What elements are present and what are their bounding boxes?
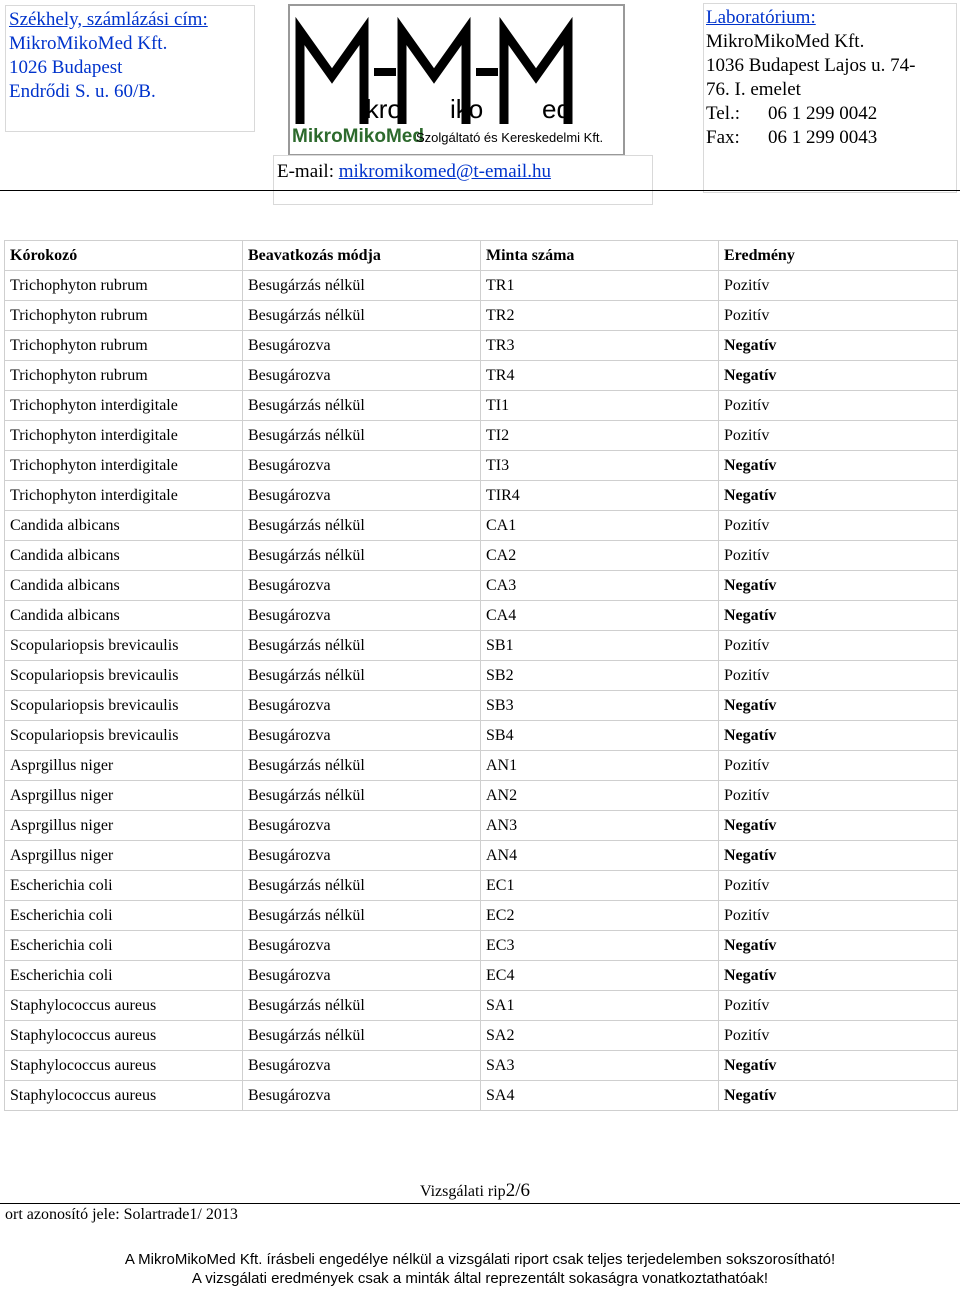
tel-row: [706, 102, 956, 126]
treatment-cell: Besugárzás nélkül: [243, 391, 481, 421]
table-row: [5, 1081, 958, 1111]
address-label: Székhely, számlázási cím:: [9, 9, 208, 30]
fax-label: Fax:: [706, 127, 740, 148]
sample-cell: SA4: [481, 1081, 719, 1111]
treatment-cell: Besugározva: [243, 931, 481, 961]
table-row: [5, 601, 958, 631]
company-address-box: [5, 5, 255, 132]
company-logo: [288, 4, 625, 156]
table-row: [5, 481, 958, 511]
page-number: 2/6: [505, 1180, 530, 1201]
pathogen-cell: Escherichia coli: [5, 901, 243, 931]
sample-cell: SB4: [481, 721, 719, 751]
treatment-cell: Besugározva: [243, 331, 481, 361]
sample-cell: CA4: [481, 601, 719, 631]
result-cell: Negatív: [719, 451, 958, 481]
sample-cell: TI1: [481, 391, 719, 421]
treatment-cell: Besugározva: [243, 691, 481, 721]
treatment-cell: Besugárzás nélkül: [243, 511, 481, 541]
company-name: MikroMikoMed Kft.: [9, 33, 168, 54]
results-table: [4, 240, 958, 1111]
result-cell: Negatív: [719, 721, 958, 751]
table-row: [5, 451, 958, 481]
company-street: Endrődi S. u. 60/B.: [9, 81, 156, 102]
email-link[interactable]: mikromikomed@t-email.hu: [338, 161, 551, 182]
treatment-cell: Besugározva: [243, 601, 481, 631]
column-header-treatment: Beavatkozás módja: [243, 241, 481, 271]
treatment-cell: Besugározva: [243, 571, 481, 601]
treatment-cell: Besugározva: [243, 451, 481, 481]
sample-cell: TI3: [481, 451, 719, 481]
result-cell: Pozitív: [719, 901, 958, 931]
column-header-result: Eredmény: [719, 241, 958, 271]
result-cell: Pozitív: [719, 271, 958, 301]
table-row: [5, 391, 958, 421]
table-body: [5, 271, 958, 1111]
pathogen-cell: Asprgillus niger: [5, 751, 243, 781]
lab-company: MikroMikoMed Kft.: [706, 31, 865, 52]
sample-cell: SB3: [481, 691, 719, 721]
sample-cell: TR1: [481, 271, 719, 301]
email-label: E-mail:: [277, 161, 334, 182]
treatment-cell: Besugárzás nélkül: [243, 871, 481, 901]
table-row: [5, 1051, 958, 1081]
table-row: [5, 271, 958, 301]
table-row: [5, 781, 958, 811]
validity-note: A vizsgálati eredmények csak a minták által reprezentált sokaságra vonatkoztathatóak!: [191, 1270, 769, 1287]
result-cell: Pozitív: [719, 421, 958, 451]
table-row: [5, 871, 958, 901]
table-row: [5, 931, 958, 961]
pathogen-cell: Trichophyton rubrum: [5, 361, 243, 391]
logo-letters-2: iko: [450, 94, 484, 124]
sample-cell: SA1: [481, 991, 719, 1021]
copyright-note: A MikroMikoMed Kft. írásbeli engedélye nélkül a vizsgálati riport csak teljes terjedelemben sokszorosítható!: [124, 1251, 836, 1268]
sample-cell: AN4: [481, 841, 719, 871]
table-row: [5, 961, 958, 991]
table-row: [5, 901, 958, 931]
pathogen-cell: Asprgillus niger: [5, 811, 243, 841]
report-id: ort azonosító jele: Solartrade1/ 2013: [5, 1206, 238, 1223]
sample-cell: EC4: [481, 961, 719, 991]
company-city: 1026 Budapest: [9, 57, 123, 78]
result-cell: Negatív: [719, 361, 958, 391]
table-row: [5, 301, 958, 331]
result-cell: Pozitív: [719, 541, 958, 571]
treatment-cell: Besugározva: [243, 481, 481, 511]
pathogen-cell: Candida albicans: [5, 541, 243, 571]
sample-cell: CA2: [481, 541, 719, 571]
pathogen-cell: Trichophyton rubrum: [5, 301, 243, 331]
treatment-cell: Besugárzás nélkül: [243, 781, 481, 811]
treatment-cell: Besugárzás nélkül: [243, 991, 481, 1021]
table-row: [5, 1021, 958, 1051]
table-header-row: [5, 241, 958, 271]
table-row: [5, 811, 958, 841]
result-cell: Negatív: [719, 961, 958, 991]
result-cell: Negatív: [719, 841, 958, 871]
pathogen-cell: Trichophyton rubrum: [5, 271, 243, 301]
treatment-cell: Besugározva: [243, 841, 481, 871]
sample-cell: TIR4: [481, 481, 719, 511]
tel-label: Tel.:: [706, 103, 741, 124]
sample-cell: TR3: [481, 331, 719, 361]
pathogen-cell: Scopulariopsis brevicaulis: [5, 661, 243, 691]
lab-label: Laboratórium:: [706, 7, 816, 28]
result-cell: Pozitív: [719, 991, 958, 1021]
sample-cell: SB1: [481, 631, 719, 661]
treatment-cell: Besugározva: [243, 361, 481, 391]
result-cell: Negatív: [719, 481, 958, 511]
treatment-cell: Besugárzás nélkül: [243, 1021, 481, 1051]
pathogen-cell: Escherichia coli: [5, 961, 243, 991]
table-row: [5, 541, 958, 571]
result-cell: Negatív: [719, 331, 958, 361]
sample-cell: AN2: [481, 781, 719, 811]
logo-letters-3: ed: [542, 94, 571, 124]
result-cell: Pozitív: [719, 751, 958, 781]
result-cell: Pozitív: [719, 781, 958, 811]
treatment-cell: Besugározva: [243, 721, 481, 751]
lab-address-1: 1036 Budapest Lajos u. 74-: [706, 55, 916, 76]
result-cell: Pozitív: [719, 871, 958, 901]
logo-letters-1: ikro: [360, 94, 402, 124]
table-row: [5, 691, 958, 721]
treatment-cell: Besugározva: [243, 1051, 481, 1081]
pathogen-cell: Trichophyton interdigitale: [5, 421, 243, 451]
pathogen-cell: Trichophyton interdigitale: [5, 481, 243, 511]
table-row: [5, 841, 958, 871]
sample-cell: AN3: [481, 811, 719, 841]
treatment-cell: Besugározva: [243, 961, 481, 991]
table-row: [5, 511, 958, 541]
treatment-cell: Besugárzás nélkül: [243, 631, 481, 661]
result-cell: Negatív: [719, 1051, 958, 1081]
sample-cell: EC2: [481, 901, 719, 931]
lab-address-2: 76. I. emelet: [706, 79, 801, 100]
sample-cell: EC3: [481, 931, 719, 961]
sample-cell: CA3: [481, 571, 719, 601]
sample-cell: SA3: [481, 1051, 719, 1081]
pathogen-cell: Staphylococcus aureus: [5, 991, 243, 1021]
pathogen-cell: Staphylococcus aureus: [5, 1081, 243, 1111]
result-cell: Pozitív: [719, 391, 958, 421]
report-title-text: Vizsgálati rip: [420, 1183, 506, 1200]
treatment-cell: Besugározva: [243, 811, 481, 841]
treatment-cell: Besugárzás nélkül: [243, 271, 481, 301]
treatment-cell: Besugárzás nélkül: [243, 301, 481, 331]
fax-row: [706, 126, 956, 150]
sample-cell: EC1: [481, 871, 719, 901]
report-title: [420, 1180, 530, 1202]
pathogen-cell: Candida albicans: [5, 511, 243, 541]
table-row: [5, 361, 958, 391]
treatment-cell: Besugárzás nélkül: [243, 421, 481, 451]
result-cell: Pozitív: [719, 661, 958, 691]
table-row: [5, 421, 958, 451]
treatment-cell: Besugárzás nélkül: [243, 901, 481, 931]
footer-divider: [0, 1203, 960, 1204]
pathogen-cell: Trichophyton interdigitale: [5, 391, 243, 421]
result-cell: Negatív: [719, 1081, 958, 1111]
sample-cell: TI2: [481, 421, 719, 451]
result-cell: Negatív: [719, 601, 958, 631]
result-cell: Negatív: [719, 691, 958, 721]
treatment-cell: Besugárzás nélkül: [243, 541, 481, 571]
result-cell: Pozitív: [719, 631, 958, 661]
result-cell: Pozitív: [719, 301, 958, 331]
table-row: [5, 991, 958, 1021]
result-cell: Pozitív: [719, 1021, 958, 1051]
sample-cell: TR2: [481, 301, 719, 331]
email-line: [277, 160, 551, 184]
sample-cell: AN1: [481, 751, 719, 781]
table-row: [5, 331, 958, 361]
sample-cell: SB2: [481, 661, 719, 691]
table-row: [5, 661, 958, 691]
pathogen-cell: Trichophyton interdigitale: [5, 451, 243, 481]
laboratory-box: [703, 3, 957, 193]
pathogen-cell: Scopulariopsis brevicaulis: [5, 721, 243, 751]
sample-cell: SA2: [481, 1021, 719, 1051]
column-header-sample: Minta száma: [481, 241, 719, 271]
pathogen-cell: Candida albicans: [5, 601, 243, 631]
logo-brand: MikroMikoMed: [292, 126, 424, 147]
pathogen-cell: Staphylococcus aureus: [5, 1051, 243, 1081]
pathogen-cell: Escherichia coli: [5, 871, 243, 901]
pathogen-cell: Asprgillus niger: [5, 841, 243, 871]
pathogen-cell: Scopulariopsis brevicaulis: [5, 691, 243, 721]
sample-cell: TR4: [481, 361, 719, 391]
tel-value: 06 1 299 0042: [768, 103, 878, 124]
treatment-cell: Besugárzás nélkül: [243, 661, 481, 691]
treatment-cell: Besugározva: [243, 1081, 481, 1111]
pathogen-cell: Trichophyton rubrum: [5, 331, 243, 361]
pathogen-cell: Scopulariopsis brevicaulis: [5, 631, 243, 661]
result-cell: Pozitív: [719, 511, 958, 541]
fax-value: 06 1 299 0043: [768, 127, 878, 148]
pathogen-cell: Asprgillus niger: [5, 781, 243, 811]
column-header-pathogen: Kórokozó: [5, 241, 243, 271]
logo-tagline: Szolgáltató és Kereskedelmi Kft.: [416, 130, 604, 145]
table-row: [5, 631, 958, 661]
result-cell: Negatív: [719, 811, 958, 841]
header-divider: [0, 190, 960, 191]
result-cell: Negatív: [719, 571, 958, 601]
pathogen-cell: Candida albicans: [5, 571, 243, 601]
pathogen-cell: Staphylococcus aureus: [5, 1021, 243, 1051]
table-row: [5, 751, 958, 781]
table-row: [5, 721, 958, 751]
sample-cell: CA1: [481, 511, 719, 541]
result-cell: Negatív: [719, 931, 958, 961]
pathogen-cell: Escherichia coli: [5, 931, 243, 961]
logo-graphic: [290, 6, 623, 154]
treatment-cell: Besugárzás nélkül: [243, 751, 481, 781]
table-row: [5, 571, 958, 601]
